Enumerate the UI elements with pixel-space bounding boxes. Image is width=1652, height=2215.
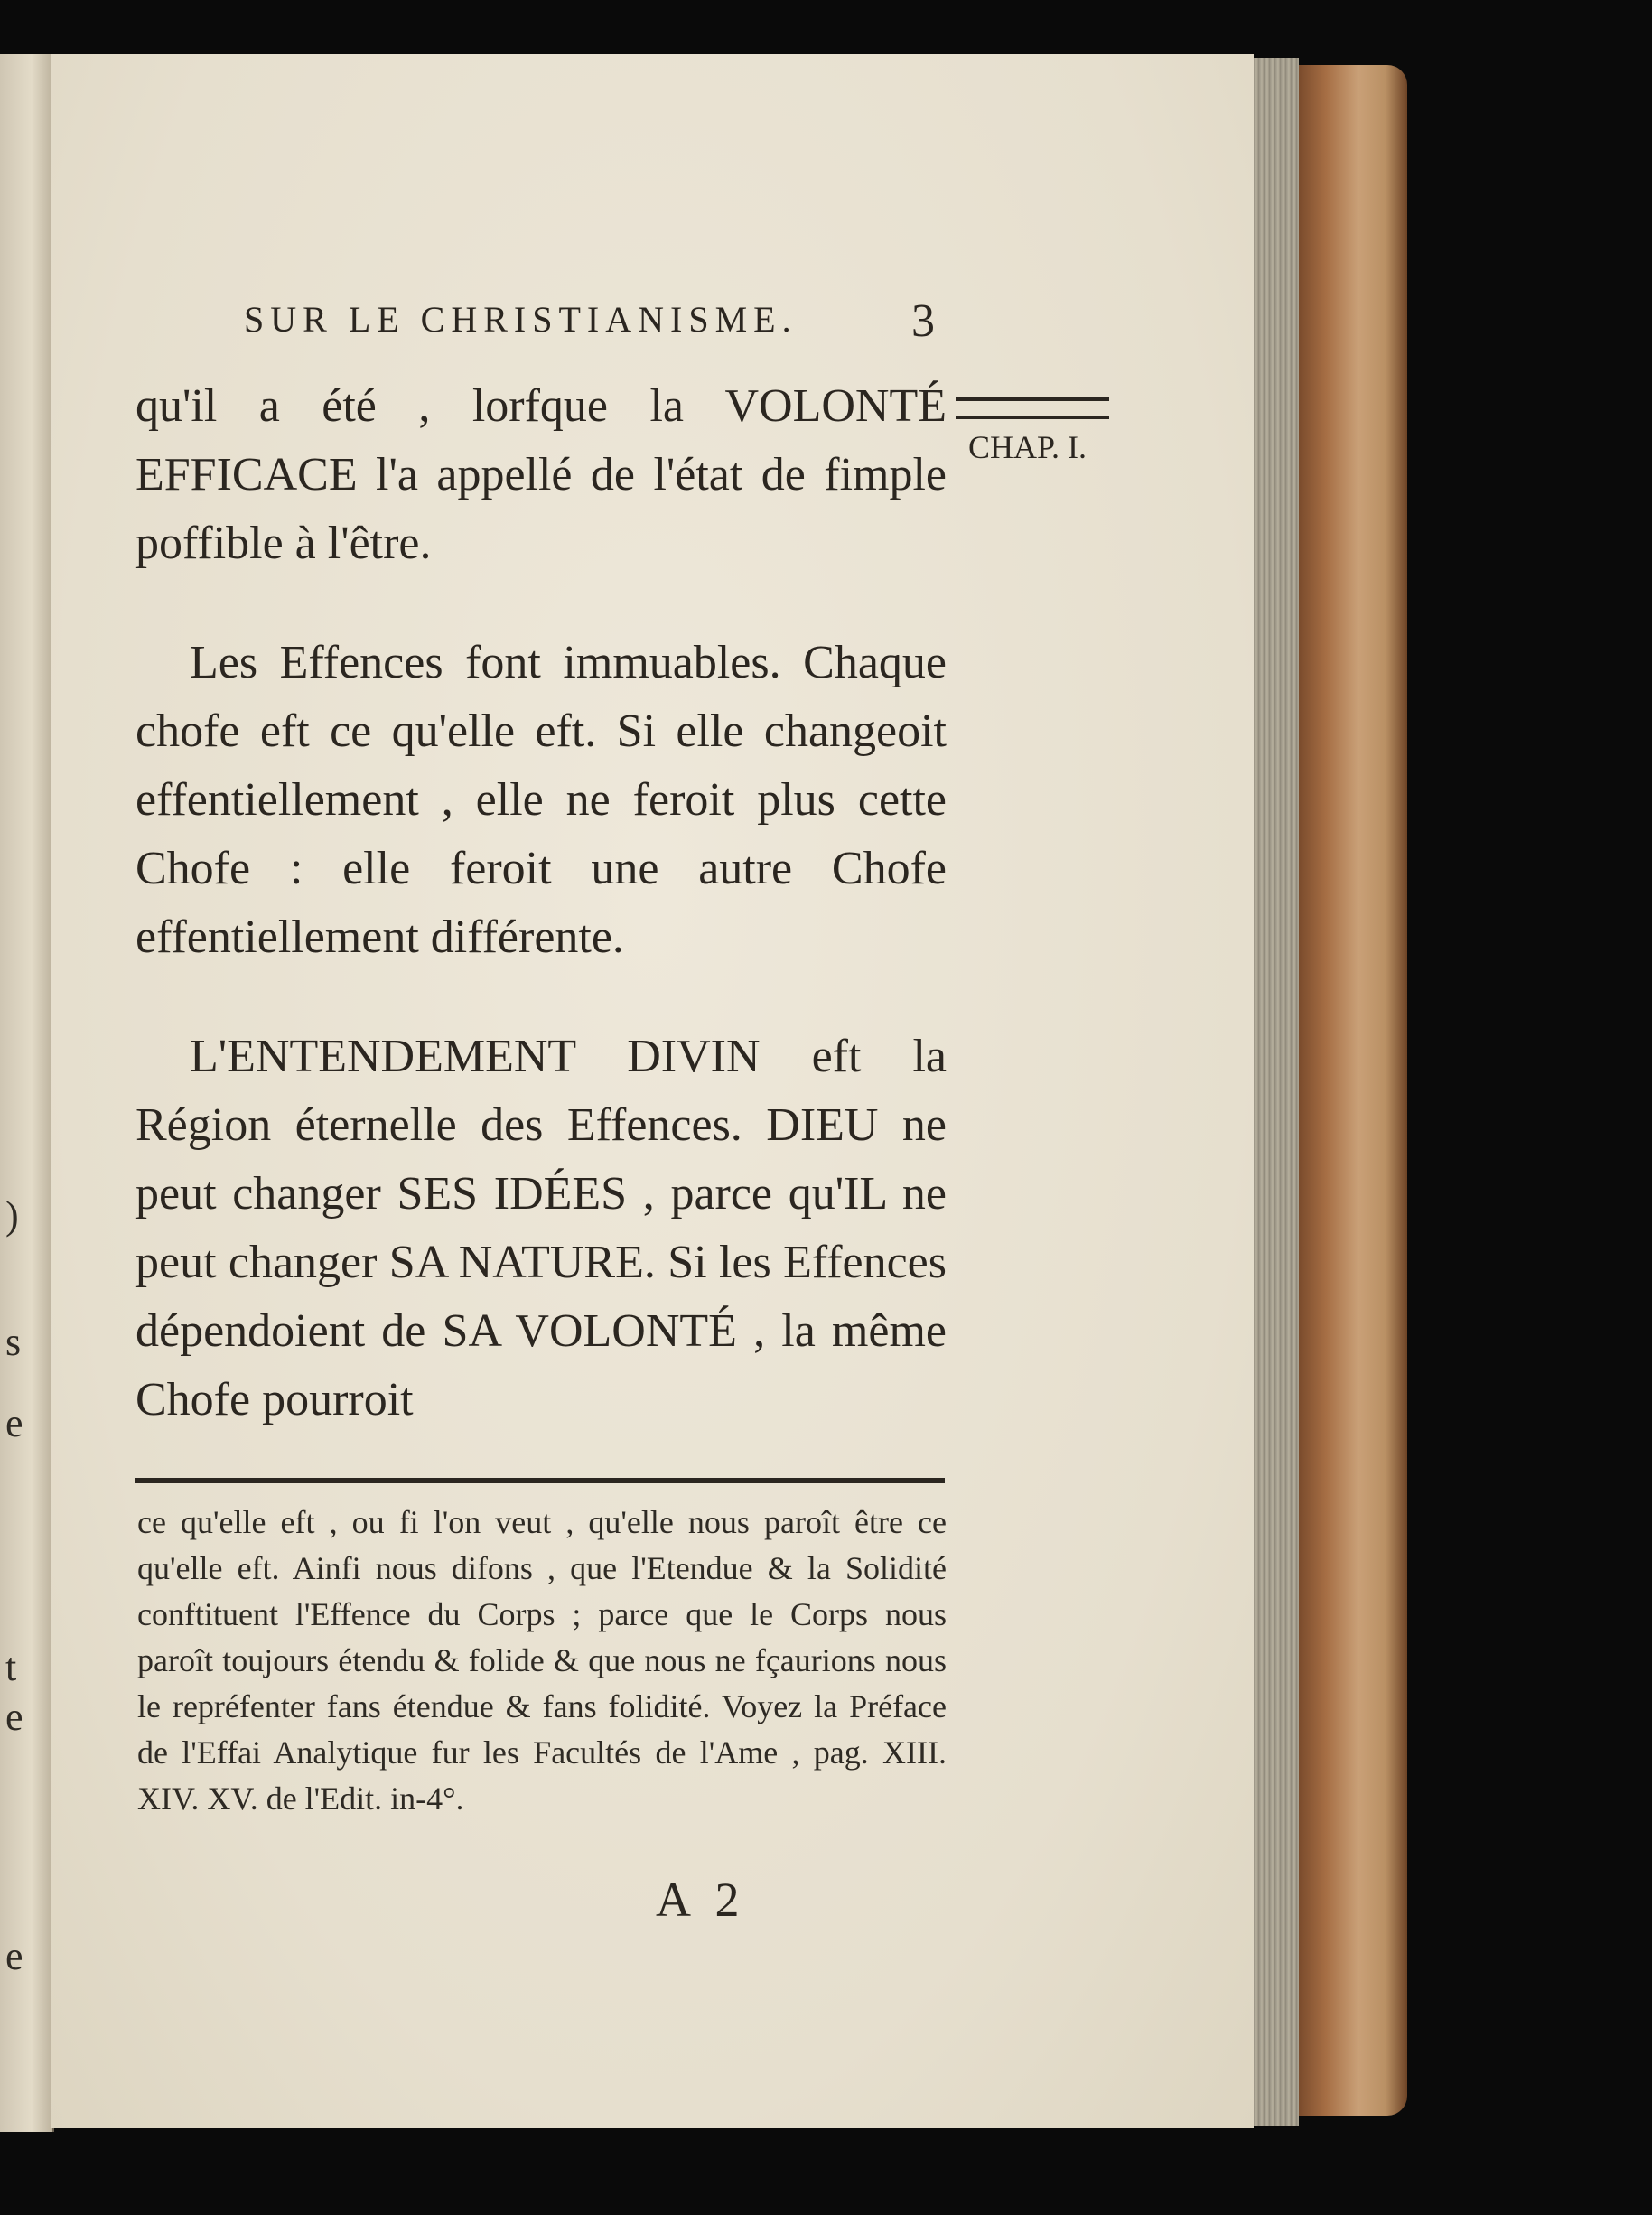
leather-binding <box>1299 65 1407 2116</box>
paragraph-essences: Les Effences font immuables. Chaque chofe eft ce qu'elle eft. Si elle changeoit effentiellement , elle ne feroit plus cette Chofe : elle feroit une autre Chofe effentiellement différente. <box>135 637 947 963</box>
running-head-title: SUR LE CHRISTIANISME. <box>244 299 798 340</box>
page-block-edge <box>1254 58 1299 2126</box>
chapter-margin-note: CHAP. I. <box>968 429 1087 465</box>
previous-page-edge <box>0 54 54 2132</box>
paragraph-entendement: L'ENTENDEMENT DIVIN eft la Région éternelle des Effences. DIEU ne peut changer SES IDÉES , parce qu'IL ne peut changer SA NATURE. Si les Effences dépendoient de SA VOLONTÉ , la même Chofe pourroit <box>135 1031 947 1425</box>
footnote-text: ce qu'elle eft , ou fi l'on veut , qu'elle nous paroît être ce qu'elle eft. Ainfi nous difons , que l'Etendue & la Solidité conftituent l'Effence du Corps ; parce que le Corps nous paroît toujours étendu & folide & que nous ne fçaurions nous le repréfenter fans étendue & fans folidité. Voyez la Préface de l'Effai Analytique fur les Facultés de l'Ame , pag. XIII. XIV. XV. de l'Edit. in-4°. <box>137 1504 947 1817</box>
previous-page-fragment: s <box>5 1320 22 1364</box>
previous-page-fragment: e <box>5 1695 23 1739</box>
paragraph-continuation: qu'il a été , lorfque la VOLONTÉ EFFICACE l'a appellé de l'état de fimple poffible à l'être. <box>135 380 947 569</box>
previous-page-fragment: ) <box>5 1193 19 1238</box>
main-text <box>135 372 947 1435</box>
chapter-rule <box>956 397 1109 419</box>
footnote-rule <box>135 1478 945 1483</box>
running-head <box>244 295 957 352</box>
previous-page-fragment: e <box>5 1934 23 1978</box>
page-number: 3 <box>911 295 941 347</box>
footnote <box>137 1500 947 1822</box>
previous-page-fragment: t <box>5 1645 17 1689</box>
previous-page-fragment: e <box>5 1401 23 1445</box>
signature-mark: A 2 <box>656 1873 747 1927</box>
